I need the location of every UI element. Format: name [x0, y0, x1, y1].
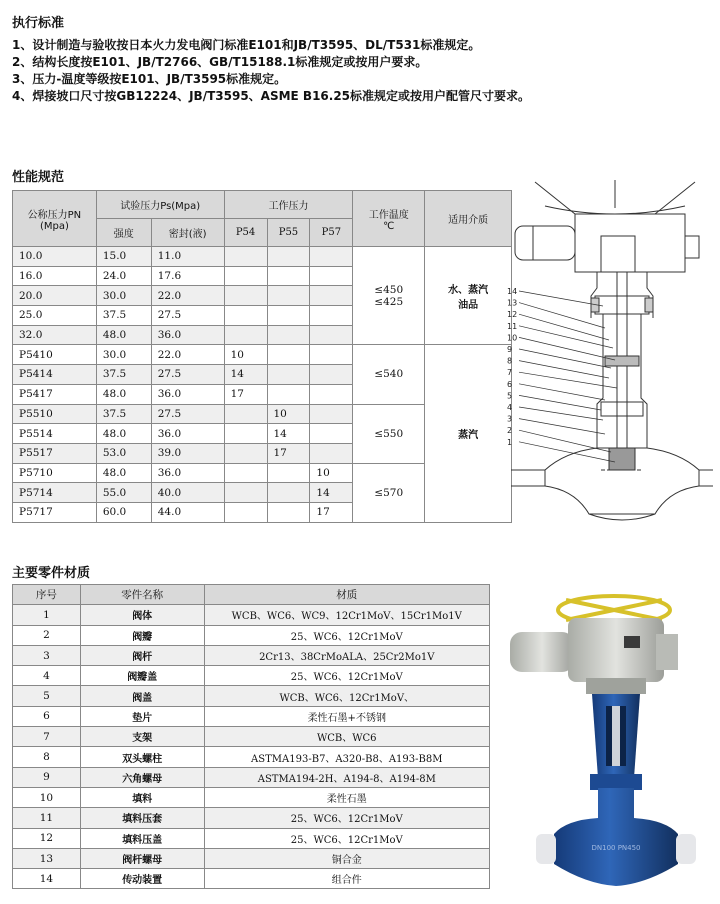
table-row	[13, 345, 512, 365]
cell-p57	[310, 345, 353, 365]
header-test: 试验压力Ps(Mpa)	[96, 191, 224, 219]
callout-leader	[519, 407, 603, 420]
cell-name: 填料压套	[80, 808, 204, 828]
cell-material: 柔性石墨+不锈钢	[204, 706, 489, 726]
cell-p54	[224, 247, 267, 267]
valve-section-drawing	[505, 178, 717, 528]
table-row	[13, 727, 490, 747]
performance-title: 性能规范	[12, 170, 65, 185]
cell-strength: 60.0	[96, 502, 151, 522]
cell-pn: 20.0	[13, 286, 97, 306]
standard-item: 3、压力-温度等级按E101、JB/T3595标准规定。	[12, 72, 287, 86]
medium-group-1	[425, 247, 512, 345]
cell-pn: P5710	[13, 463, 97, 483]
table-row	[13, 869, 490, 889]
cell-seal: 27.5	[151, 306, 224, 326]
cell-strength: 37.5	[96, 404, 151, 424]
header-name: 零件名称	[80, 585, 204, 605]
cell-p55	[267, 502, 310, 522]
actuator-housing	[601, 236, 635, 272]
callout-leader	[519, 372, 617, 388]
cell-p55	[267, 365, 310, 385]
callout-number: 4	[507, 403, 513, 412]
cell-pn: P5417	[13, 384, 97, 404]
cell-name: 阀盖	[80, 686, 204, 706]
table-row	[13, 247, 512, 267]
cell-name: 填料压盖	[80, 828, 204, 848]
cell-material: WCB、WC6	[204, 727, 489, 747]
header-temp	[353, 191, 425, 247]
cell-p55	[267, 463, 310, 483]
cell-name: 双头螺柱	[80, 747, 204, 767]
cell-seal: 36.0	[151, 384, 224, 404]
cell-name: 传动装置	[80, 869, 204, 889]
table-row	[13, 625, 490, 645]
cell-pn: P5714	[13, 483, 97, 503]
cell-strength: 30.0	[96, 286, 151, 306]
actuator-side	[656, 634, 678, 670]
cell-name: 支架	[80, 727, 204, 747]
callout-number: 13	[507, 298, 518, 308]
cell-no: 2	[13, 625, 81, 645]
cell-p55	[267, 325, 310, 345]
cell-name: 阀瓣	[80, 625, 204, 645]
table-row	[13, 686, 490, 706]
cell-pn: 32.0	[13, 325, 97, 345]
cell-no: 13	[13, 848, 81, 868]
cell-p55	[267, 286, 310, 306]
bonnet	[597, 314, 647, 448]
cell-strength: 53.0	[96, 443, 151, 463]
standard-item: 2、结构长度按E101、JB/T2766、GB/T15188.1标准规定或按用户要求。	[12, 55, 428, 69]
table-row	[13, 787, 490, 807]
cell-p57	[310, 424, 353, 444]
cell-strength: 30.0	[96, 345, 151, 365]
table-row	[13, 666, 490, 686]
medium-value: 水、蒸汽	[448, 284, 489, 296]
cell-strength: 37.5	[96, 306, 151, 326]
callout-number: 3	[507, 414, 513, 424]
cell-p55	[267, 483, 310, 503]
cell-strength: 48.0	[96, 384, 151, 404]
cell-strength: 48.0	[96, 424, 151, 444]
temp-group-3: ≤550	[353, 404, 425, 463]
header-pn-unit: (Mpa)	[39, 220, 69, 232]
header-p54: P54	[224, 219, 267, 247]
temp-value: ≤425	[374, 295, 404, 308]
cell-seal: 39.0	[151, 443, 224, 463]
cell-seal: 11.0	[151, 247, 224, 267]
temp-group-4: ≤570	[353, 463, 425, 522]
table-row	[13, 767, 490, 787]
cell-material: 2Cr13、38CrMoALA、25Cr2Mo1V	[204, 645, 489, 665]
cell-pn: 16.0	[13, 266, 97, 286]
header-p55: P55	[267, 219, 310, 247]
cell-material: WCB、WC6、WC9、12Cr1MoV、15Cr1Mo1V	[204, 605, 489, 625]
cell-no: 1	[13, 605, 81, 625]
cell-pn: P5514	[13, 424, 97, 444]
cell-seal: 17.6	[151, 266, 224, 286]
materials-table	[12, 584, 490, 889]
cell-material: 25、WC6、12Cr1MoV	[204, 828, 489, 848]
cell-name: 阀体	[80, 605, 204, 625]
callout-leader	[519, 419, 605, 434]
temp-value: ≤450	[374, 283, 404, 296]
performance-table	[12, 190, 512, 523]
cell-p57	[310, 443, 353, 463]
cell-pn: P5414	[13, 365, 97, 385]
callout-number: 10	[507, 333, 518, 343]
cell-name: 阀瓣盖	[80, 666, 204, 686]
header-medium: 适用介质	[425, 191, 512, 247]
cell-p57	[310, 286, 353, 306]
body-ends	[545, 470, 699, 486]
cell-no: 9	[13, 767, 81, 787]
cell-pn: 10.0	[13, 247, 97, 267]
cell-p55: 14	[267, 424, 310, 444]
body-bottom	[511, 486, 713, 514]
cell-strength: 24.0	[96, 266, 151, 286]
callout-leader	[519, 337, 615, 360]
cell-no: 7	[13, 727, 81, 747]
cell-p54: 10	[224, 345, 267, 365]
cell-material: 柔性石墨	[204, 787, 489, 807]
actuator-body	[568, 618, 664, 682]
cell-name: 垫片	[80, 706, 204, 726]
cell-pn: P5410	[13, 345, 97, 365]
cell-no: 6	[13, 706, 81, 726]
cell-material: 铜合金	[204, 848, 489, 868]
table-row	[13, 828, 490, 848]
cell-name: 六角螺母	[80, 767, 204, 787]
cell-p57	[310, 365, 353, 385]
cell-p57	[310, 247, 353, 267]
cell-name: 阀杆螺母	[80, 848, 204, 868]
cell-seal: 22.0	[151, 345, 224, 365]
callout-leader	[519, 349, 611, 368]
callout-number: 2	[507, 426, 513, 436]
packing	[605, 356, 639, 366]
header-p57: P57	[310, 219, 353, 247]
cell-material: 组合件	[204, 869, 489, 889]
cell-no: 4	[13, 666, 81, 686]
cell-material: ASTMA193-B7、A320-B8、A193-B8M	[204, 747, 489, 767]
cell-p54	[224, 306, 267, 326]
cell-material: 25、WC6、12Cr1MoV	[204, 625, 489, 645]
cell-p54	[224, 424, 267, 444]
cell-p55	[267, 345, 310, 365]
callout-leader	[519, 442, 615, 462]
cell-p55	[267, 266, 310, 286]
cell-p55	[267, 384, 310, 404]
cell-p57	[310, 266, 353, 286]
cell-p55: 10	[267, 404, 310, 424]
header-pn-label: 公称压力PN	[27, 209, 82, 221]
callout-number: 8	[507, 356, 513, 366]
cell-p57	[310, 325, 353, 345]
callout-leader	[519, 395, 601, 410]
temp-group-2: ≤540	[353, 345, 425, 404]
callout-leader	[519, 361, 609, 378]
cell-p54	[224, 463, 267, 483]
cell-seal: 36.0	[151, 424, 224, 444]
table-row	[13, 605, 490, 625]
cell-no: 11	[13, 808, 81, 828]
cell-seal: 36.0	[151, 325, 224, 345]
cell-no: 12	[13, 828, 81, 848]
cell-material: ASTMA194-2H、A194-8、A194-8M	[204, 767, 489, 787]
cell-seal: 27.5	[151, 404, 224, 424]
pipe-end-left	[536, 834, 556, 864]
cell-p54	[224, 266, 267, 286]
motor-cylinder	[515, 226, 575, 260]
temp-group-1	[353, 247, 425, 345]
cell-p54: 17	[224, 384, 267, 404]
cell-strength: 48.0	[96, 463, 151, 483]
stem	[612, 706, 620, 766]
cell-pn: P5510	[13, 404, 97, 424]
pipe-end-right	[676, 834, 696, 864]
cell-p55	[267, 247, 310, 267]
cell-strength: 15.0	[96, 247, 151, 267]
cell-p57	[310, 306, 353, 326]
header-temp-label: 工作温度	[368, 209, 409, 221]
cell-p57	[310, 384, 353, 404]
callout-leader	[519, 291, 603, 306]
cell-no: 5	[13, 686, 81, 706]
cell-p57: 10	[310, 463, 353, 483]
cell-no: 10	[13, 787, 81, 807]
header-pn	[13, 191, 97, 247]
table-row	[13, 747, 490, 767]
valve-body	[554, 788, 678, 886]
callout-number: 14	[507, 287, 518, 296]
cell-p54	[224, 404, 267, 424]
cell-material: WCB、WC6、12Cr1MoV、	[204, 686, 489, 706]
standard-item: 4、焊接坡口尺寸按GB12224、JB/T3595、ASME B16.25标准规定或按用户配管尺寸要求。	[12, 89, 531, 103]
callout-number: 7	[507, 368, 513, 378]
cell-p57: 14	[310, 483, 353, 503]
cell-seal: 36.0	[151, 463, 224, 483]
body-base	[589, 514, 655, 520]
cell-material: 25、WC6、12Cr1MoV	[204, 808, 489, 828]
cell-strength: 48.0	[96, 325, 151, 345]
bonnet-flange	[590, 774, 642, 790]
drawing-line	[535, 182, 575, 214]
cell-strength: 55.0	[96, 483, 151, 503]
cell-p55: 17	[267, 443, 310, 463]
body-marking: DN100 PN450	[591, 844, 641, 852]
cell-p54	[224, 286, 267, 306]
cell-p54	[224, 443, 267, 463]
motor	[510, 632, 574, 672]
callout-number: 11	[507, 321, 518, 331]
table-row	[13, 645, 490, 665]
cell-pn: 25.0	[13, 306, 97, 326]
actuator-box	[575, 214, 685, 272]
cell-pn: P5717	[13, 502, 97, 522]
bonnet-flange	[595, 296, 649, 314]
callout-number: 6	[507, 379, 513, 389]
actuator-display	[624, 636, 640, 648]
cell-strength: 37.5	[96, 365, 151, 385]
medium-group-2: 蒸汽	[425, 345, 512, 522]
bolt	[645, 298, 653, 312]
callout-number: 5	[507, 391, 513, 401]
medium-value: 油品	[458, 299, 479, 311]
header-work: 工作压力	[224, 191, 353, 219]
cell-no: 14	[13, 869, 81, 889]
cell-no: 8	[13, 747, 81, 767]
header-strength: 强度	[96, 219, 151, 247]
standards-list	[12, 37, 530, 105]
table-row	[13, 808, 490, 828]
cell-p57: 17	[310, 502, 353, 522]
header-material: 材质	[204, 585, 489, 605]
cell-p54	[224, 483, 267, 503]
cell-p54	[224, 502, 267, 522]
materials-title: 主要零件材质	[12, 566, 91, 581]
cell-no: 3	[13, 645, 81, 665]
cell-material: 25、WC6、12Cr1MoV	[204, 666, 489, 686]
cell-p55	[267, 306, 310, 326]
table-row	[13, 848, 490, 868]
disc	[609, 448, 635, 470]
cell-seal: 40.0	[151, 483, 224, 503]
actuator-base	[586, 678, 646, 694]
valve-product-photo	[506, 588, 706, 894]
drawing-line	[655, 182, 695, 214]
cell-pn: P5517	[13, 443, 97, 463]
cell-seal: 27.5	[151, 365, 224, 385]
yoke	[591, 272, 653, 318]
bonnet-seal	[601, 402, 643, 416]
callout-number: 9	[507, 345, 513, 354]
callout-labels	[507, 287, 517, 447]
cell-p54	[224, 325, 267, 345]
cell-p57	[310, 404, 353, 424]
header-seal: 密封(液)	[151, 219, 224, 247]
cell-p54: 14	[224, 365, 267, 385]
callout-number: 12	[507, 310, 518, 320]
standards-title: 执行标准	[12, 16, 65, 31]
actuator-cover	[685, 236, 699, 258]
cell-name: 填料	[80, 787, 204, 807]
callout-lines	[519, 291, 617, 462]
header-temp-unit: ℃	[383, 220, 395, 232]
cell-seal: 22.0	[151, 286, 224, 306]
standard-item: 1、设计制造与验收按日本火力发电阀门标准E101和JB/T3595、DL/T531标准规定。	[12, 38, 481, 52]
cell-seal: 44.0	[151, 502, 224, 522]
callout-number: 1	[507, 437, 513, 447]
table-row	[13, 706, 490, 726]
header-no: 序号	[13, 585, 81, 605]
cell-name: 阀杆	[80, 645, 204, 665]
